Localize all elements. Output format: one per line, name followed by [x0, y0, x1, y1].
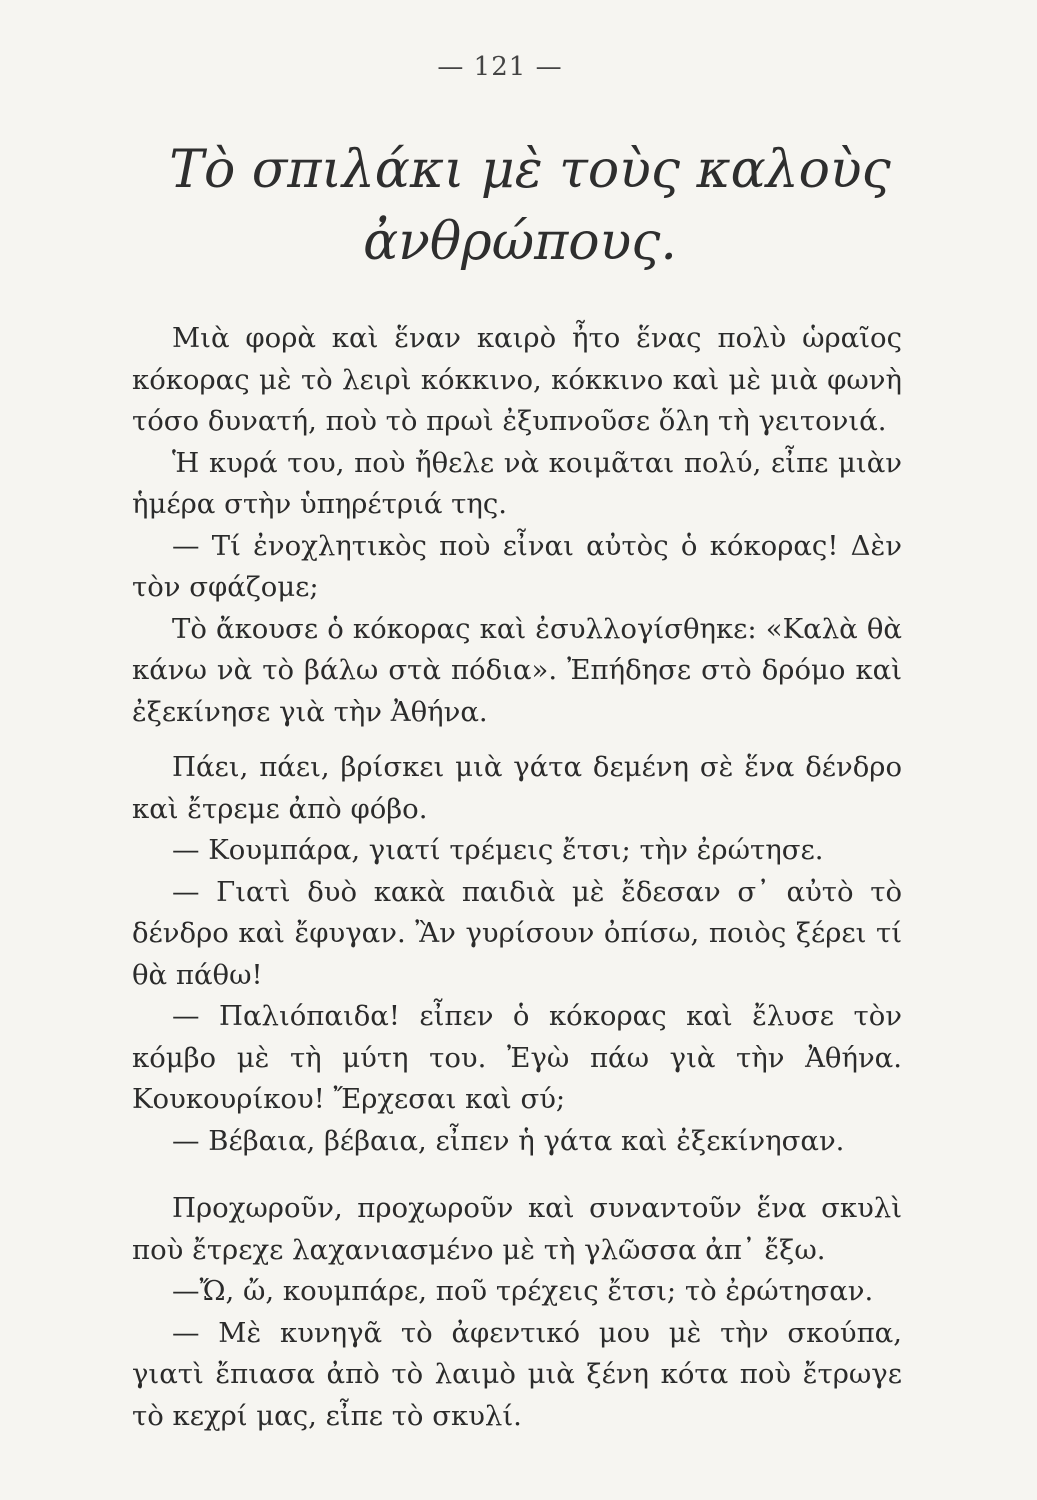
paragraph: Ἡ κυρά του, ποὺ ἤθελε νὰ κοιμᾶται πολύ, εἶπε μιὰν ἡμέρα στὴν ὑπηρέτριά της. [132, 446, 902, 520]
paragraph: — Τί ἐνοχλητικὸς ποὺ εἶναι αὐτὸς ὁ κόκορας! Δὲν τὸν σφάζομε; [132, 529, 902, 603]
paragraph: Πάει, πάει, βρίσκει μιὰ γάτα δεμένη σὲ ἕνα δένδρο καὶ ἔτρεμε ἀπὸ φόβο. [132, 751, 902, 825]
paragraph: —Ὤ, ὤ, κουμπάρε, ποῦ τρέχεις ἔτσι; τὸ ἐρώτησαν. [172, 1275, 874, 1307]
paragraph: Προχωροῦν, προχωροῦν καὶ συναντοῦν ἕνα σκυλὶ ποὺ ἔτρεχε λαχανιασμένο μὲ τὴ γλῶσσα ἀπ᾽ ἔξω. [132, 1192, 902, 1266]
story-title-line-2: ἀνθρώπους. [363, 212, 677, 272]
paragraph: — Κουμπάρα, γιατί τρέμεις ἔτσι; τὴν ἐρώτησε. [172, 834, 824, 866]
paragraph: — Παλιόπαιδα! εἶπεν ὁ κόκορας καὶ ἔλυσε τὸν κόμβο μὲ τὴ μύτη του. Ἐγὼ πάω γιὰ τὴν Ἀθήνα. Κουκουρίκου! Ἔρχεσαι καὶ σύ; [132, 1000, 902, 1115]
paragraph: Μιὰ φορὰ καὶ ἕναν καιρὸ ἦτο ἕνας πολὺ ὡραῖος κόκορας μὲ τὸ λειρὶ κόκκινο, κόκκινο καὶ μὲ μιὰ φωνὴ τόσο δυνατή, ποὺ τὸ πρωὶ ἐξυπνοῦσε ὅλη τὴ γειτονιά. [132, 322, 902, 437]
story-body [132, 318, 902, 1437]
page-number: — 121 — [437, 52, 563, 82]
story-title-line-1: Τὸ σπιλάκι μὲ τοὺς καλοὺς [169, 140, 891, 200]
paragraph: — Βέβαια, βέβαια, εἶπεν ἡ γάτα καὶ ἐξεκίνησαν. [172, 1124, 845, 1157]
paragraph: — Μὲ κυνηγᾶ τὸ ἀφεντικό μου μὲ τὴν σκούπα, γιατὶ ἔπιασα ἀπὸ τὸ λαιμὸ μιὰ ξένη κότα ποὺ ἔτρωγε τὸ κεχρί μας, εἶπε τὸ σκυλί. [132, 1316, 902, 1432]
paragraph: — Γιατὶ δυὸ κακὰ παιδιὰ μὲ ἔδεσαν σ᾽ αὐτὸ τὸ δένδρο καὶ ἔφυγαν. Ἂν γυρίσουν ὀπίσω, ποιὸς ξέρει τί θὰ πάθω! [132, 875, 902, 991]
paragraph: Τὸ ἄκουσε ὁ κόκορας καὶ ἐσυλλογίσθηκε: «Καλὰ θὰ κάνω νὰ τὸ βάλω στὰ πόδια». Ἐπήδησε στὸ δρόμο καὶ ἐξεκίνησε γιὰ τὴν Ἀθήνα. [132, 612, 902, 728]
